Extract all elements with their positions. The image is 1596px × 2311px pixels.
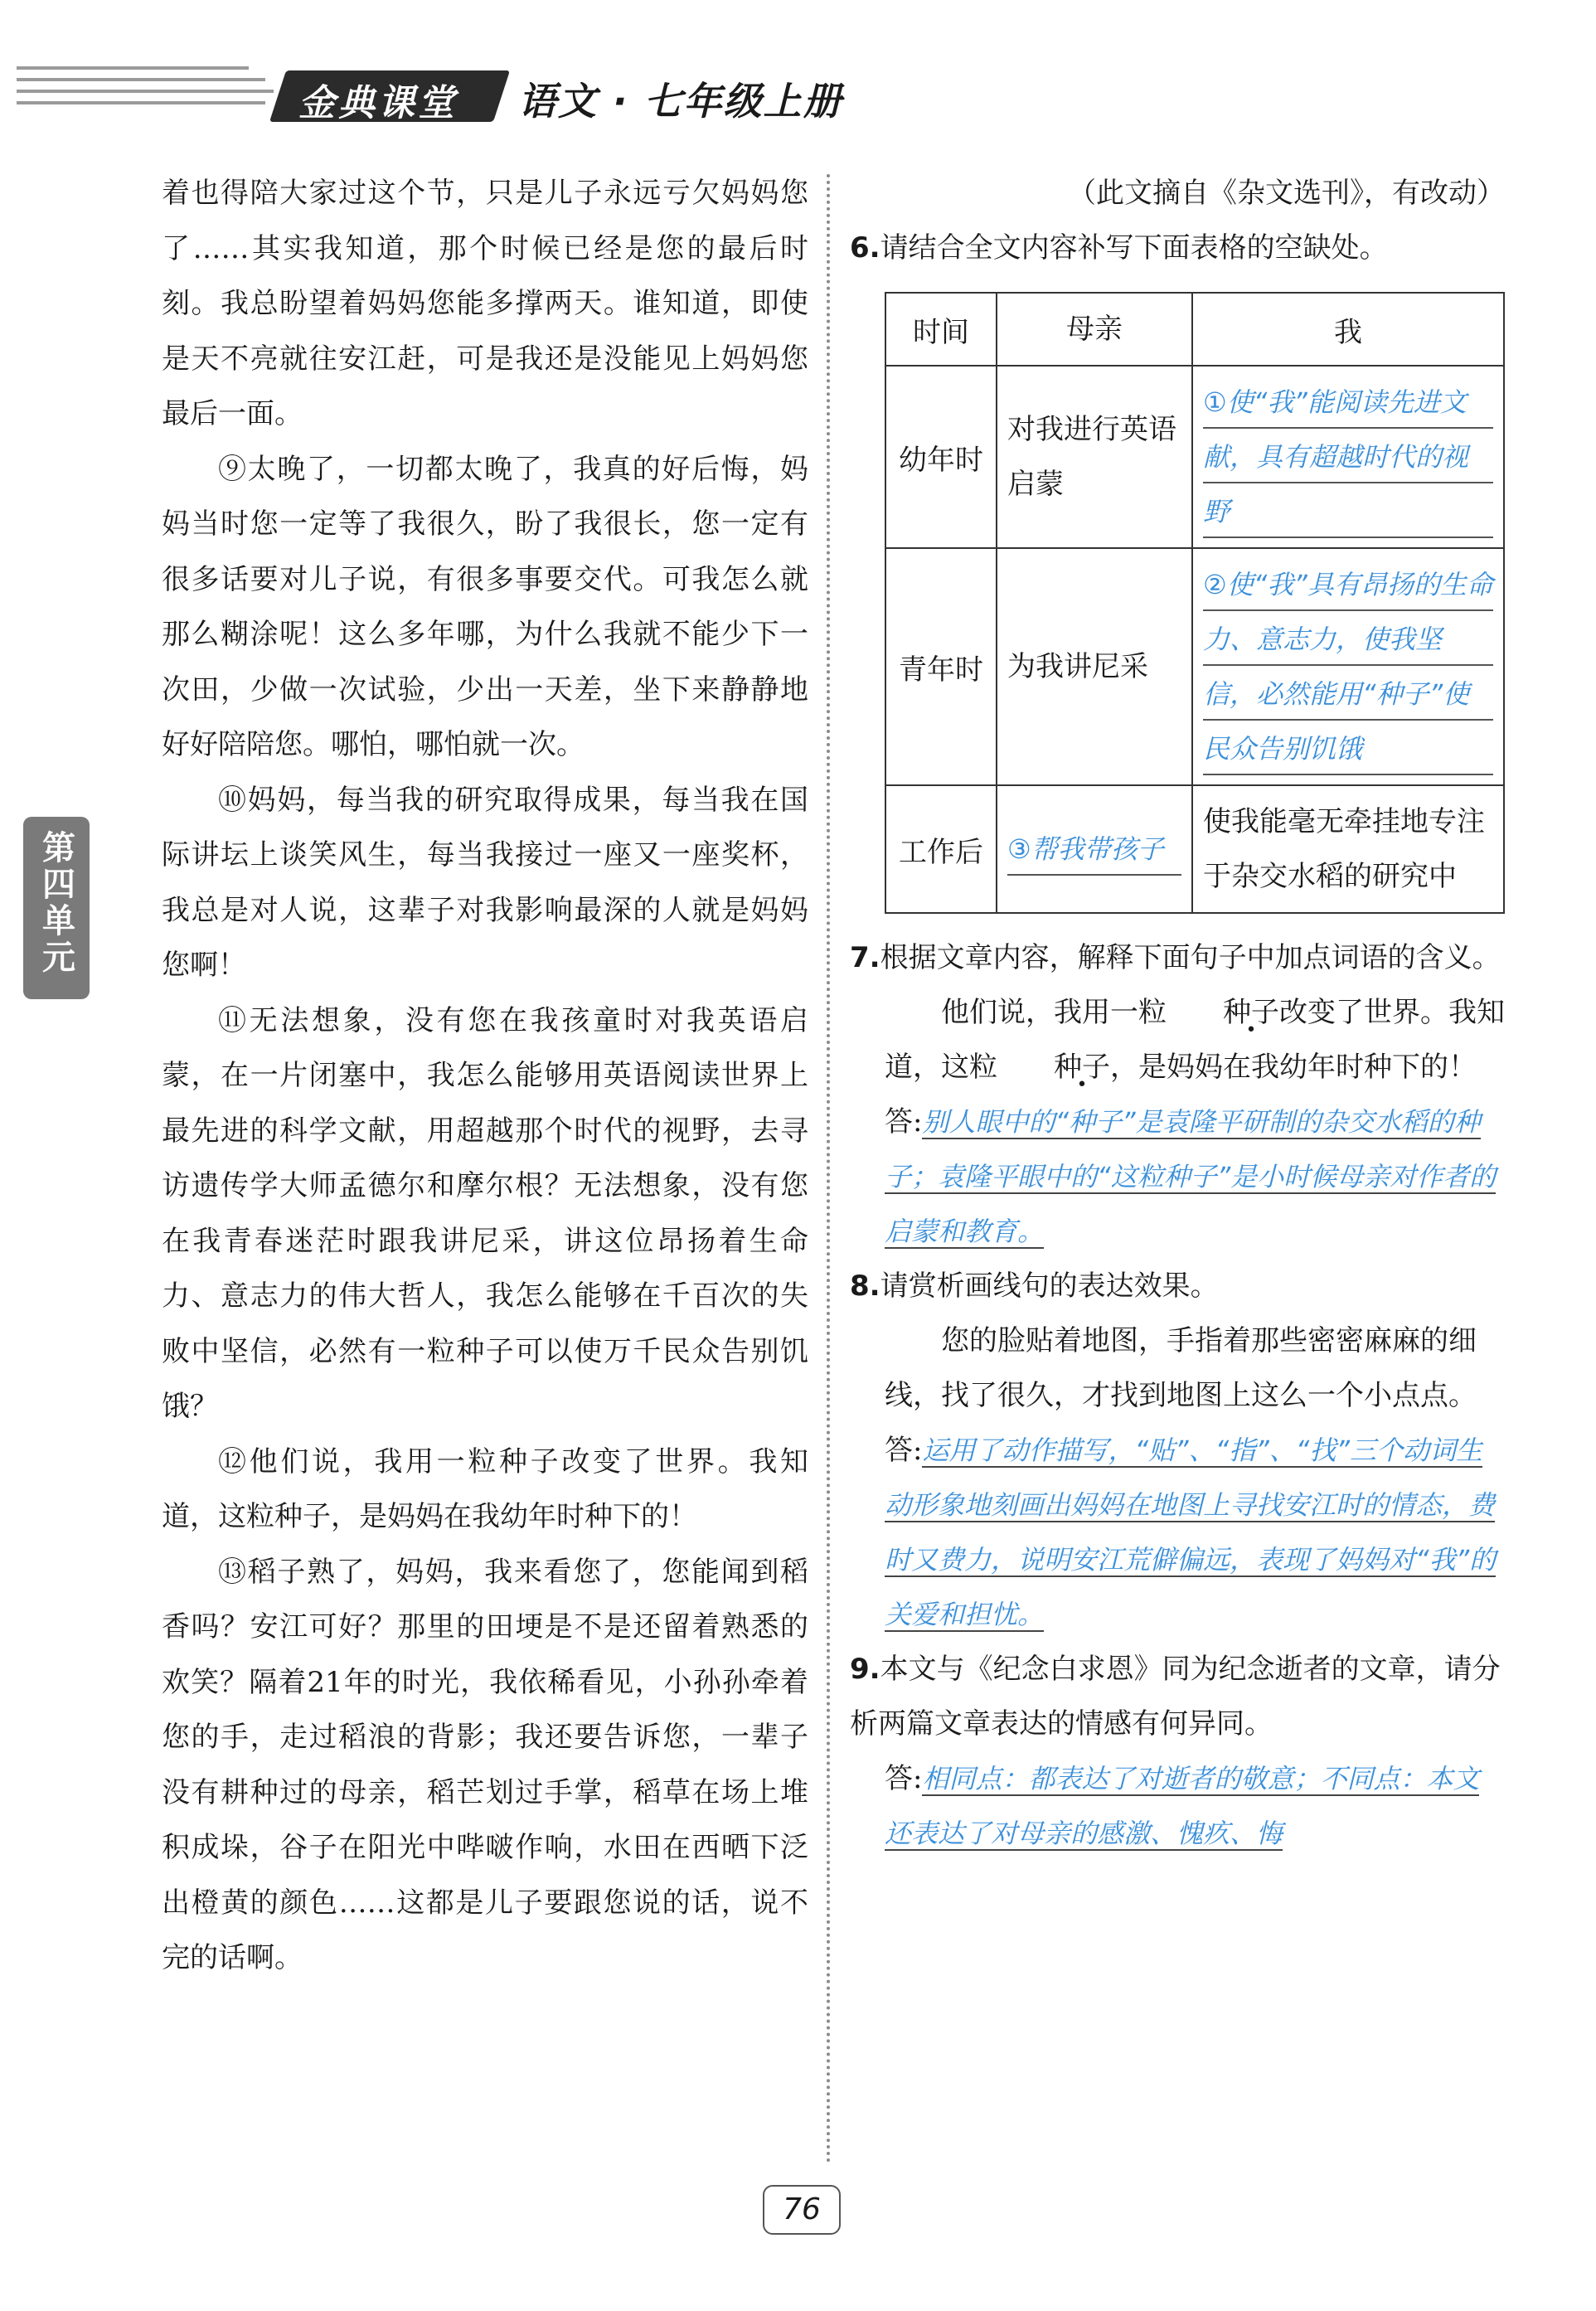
dotted-word: 种子 (1223, 996, 1279, 1029)
table-row (885, 366, 1504, 548)
answer-label: 答: (885, 1105, 923, 1139)
paragraph-12: ⑫他们说，我用一粒种子改变了世界。我知道，这粒种子，是妈妈在我幼年时种下的！ (162, 1444, 808, 1533)
table-cell-mother-filled: ③帮我带孩子 (1007, 822, 1181, 876)
question-7 (850, 930, 1505, 985)
table-cell-mother: 为我讲尼采 (997, 548, 1192, 785)
column-divider (827, 174, 830, 2164)
dotted-word: 种子 (1054, 1051, 1110, 1084)
paragraph: 着也得陪大家过这个节，只是儿子永远亏欠妈妈您了……其实我知道，那个时候已经是您的最后时刻。我总盼望着妈妈您能多撑两天。谁知道，即使是天不亮就往安江赶，可是我还是没能见上妈妈您最后一面。 (162, 177, 808, 430)
question-text: 请结合全文内容补写下面表格的空缺处。 (880, 231, 1388, 265)
question-number: 6. (850, 231, 880, 265)
paragraph-13: ⑬稻子熟了，妈妈，我来看您了，您能闻到稻香吗？安江可好？那里的田埂是不是还留着熟悉的欢笑？隔着21年的时光，我依稀看见，小孙孙牵着您的手，走过稻浪的背影；我还要告诉您，一辈子没有耕种过的母亲，稻芒划过手掌，稻草在场上堆积成垛，谷子在阳光中哔啵作响，水田在西晒下泛出橙黄的颜色……这都是儿子要跟您说的话，说不完的话啊。 (162, 1555, 808, 1974)
question-text: 根据文章内容，解释下面句子中加点词语的含义。 (880, 941, 1501, 974)
table-header-cell: 时间 (885, 293, 997, 366)
answer-9 (850, 1751, 1505, 1861)
question-text: 本文与《纪念白求恩》同为纪念逝者的文章，请分析两篇文章表达的情感有何异同。 (850, 1653, 1501, 1741)
quote-text: 他们说，我用一粒 (941, 996, 1167, 1029)
answer-7 (850, 1095, 1505, 1259)
paragraph-9: ⑨太晚了，一切都太晚了，我真的好后悔，妈妈当时您一定等了我很久，盼了我很长，您一定有很多话要对儿子说，有很多事要交代。可我怎么就那么糊涂呢！这么多年哪，为什么我就不能少下一次田，少做一次试验，少出一天差，坐下来静静地好好陪陪您。哪怕，哪怕就一次。 (162, 452, 808, 761)
question-number: 8. (850, 1270, 880, 1303)
table-cell-time: 幼年时 (885, 366, 997, 548)
question-number: 9. (850, 1653, 880, 1686)
table-cell-mother: 对我进行英语启蒙 (997, 366, 1192, 548)
subject-title: 语文 · 七年级上册 (518, 79, 843, 124)
table-cell-time: 工作后 (885, 785, 997, 913)
table-row (885, 548, 1504, 785)
quoted-sentence: 您的脸贴着地图，手指着那些密密麻麻的细线，找了很久，才找到地图上这么一个小点点。 (885, 1324, 1477, 1412)
table-header-cell: 我 (1192, 293, 1504, 366)
table-cell-me-filled: ①使“我”能阅读先进文献，具有超越时代的视野 (1203, 375, 1493, 539)
page-number: 76 (763, 2185, 841, 2235)
question-8 (850, 1259, 1505, 1313)
unit-side-tab-label: 第四单元 (36, 830, 75, 976)
answer-label: 答: (885, 1762, 923, 1795)
left-column (162, 166, 808, 1986)
header-decor-lines (17, 58, 274, 124)
quote-text: 改变了世界。我知道，这粒 (885, 996, 1505, 1084)
table-row (885, 785, 1504, 913)
table-cell-time: 青年时 (885, 548, 997, 785)
paragraph-10: ⑩妈妈，每当我的研究取得成果，每当我在国际讲坛上谈笑风生，每当我接过一座又一座奖杯，我总是对人说，这辈子对我影响最深的人就是妈妈您啊！ (162, 783, 808, 982)
quoted-sentence (850, 985, 1505, 1095)
unit-side-tab (23, 817, 90, 999)
question-number: 7. (850, 941, 880, 974)
table-cell-me-filled: ②使“我”具有昂扬的生命力、意志力，使我坚信，必然能用“种子”使民众告别饥饿 (1203, 557, 1493, 776)
question-9 (850, 1642, 1505, 1751)
table-header-cell: 母亲 (997, 293, 1192, 366)
question-6 (850, 221, 1505, 275)
answer-label: 答: (885, 1434, 923, 1467)
answer-8 (850, 1423, 1505, 1642)
question-text: 请赏析画线句的表达效果。 (880, 1270, 1219, 1303)
paragraph-11: ⑪无法想象，没有您在我孩童时对我英语启蒙，在一片闭塞中，我怎么能够用英语阅读世界上最先进的科学文献，用超越那个时代的视野，去寻访遗传学大师孟德尔和摩尔根？无法想象，没有您在我青春迷茫时跟我讲尼采，讲这位昂扬着生命力、意志力的伟大哲人，我怎么能够在千百次的失败中坚信，必然有一粒种子可以使万千民众告别饥饿？ (162, 1003, 808, 1423)
table-header-row (885, 293, 1504, 366)
right-column (850, 166, 1505, 1861)
answer-text: 运用了动作描写，“贴”、“指”、“找”三个动词生动形象地刻画出妈妈在地图上寻找安江时的情态，费时又费力，说明安江荒僻偏远，表现了妈妈对“我”的关爱和担忧。 (885, 1435, 1497, 1630)
brand-title: 金典课堂 (298, 82, 458, 124)
quote-text: ，是妈妈在我幼年时种下的！ (1110, 1051, 1477, 1084)
answer-table (885, 292, 1505, 914)
article-source: （此文摘自《杂文选刊》，有改动） (1068, 177, 1505, 210)
table-cell-me: 使我能毫无牵挂地专注于杂交水稻的研究中 (1192, 785, 1504, 913)
answer-text: 别人眼中的“种子”是袁隆平研制的杂交水稻的种子；袁隆平眼中的“这粒种子”是小时候母亲对作者的启蒙和教育。 (885, 1106, 1497, 1247)
answer-text: 相同点：都表达了对逝者的敬意；不同点：本文还表达了对母亲的感激、愧疚、悔 (885, 1763, 1480, 1849)
